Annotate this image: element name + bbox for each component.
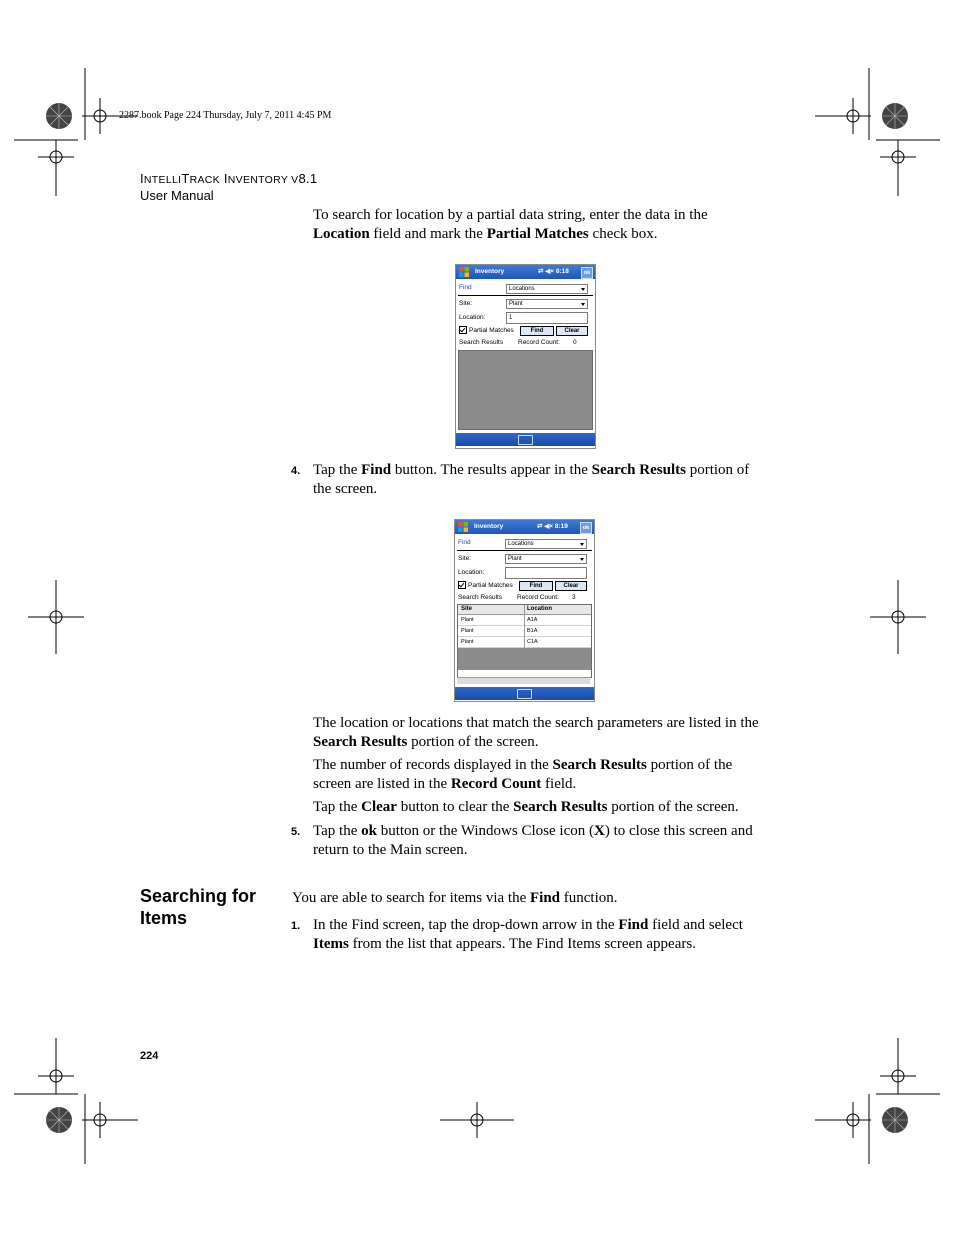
windows-start-icon (458, 522, 468, 532)
text: field and select (648, 917, 743, 933)
page-number: 224 (140, 1050, 159, 1062)
text: portion of the screen. (313, 462, 750, 497)
cell-location: C1A (527, 639, 538, 645)
chevron-down-icon (581, 303, 585, 306)
bold-text: Find (361, 462, 392, 478)
intro-paragraph (313, 206, 763, 244)
keyboard-icon[interactable] (518, 435, 533, 445)
running-header-product (140, 171, 317, 186)
book-slug: 2287.book Page 224 Thursday, July 7, 2011 4:45 PM (119, 110, 332, 121)
site-dropdown[interactable] (506, 299, 588, 309)
status-indicators: ⇄ ◀× 8:19 (537, 523, 568, 530)
site-label: Site: (459, 300, 473, 307)
bold-text: Search Results (513, 799, 608, 815)
soft-key-bar (456, 433, 595, 446)
location-value: 1 (509, 315, 513, 321)
device-screenshot-find-results (454, 519, 595, 702)
find-value: Locations (508, 541, 534, 547)
step-number: 1. (291, 920, 301, 932)
text: from the list that appears. The Find Items screen appears. (348, 936, 696, 952)
site-value: Plant (508, 556, 522, 562)
text: Tap the (313, 823, 362, 839)
horizontal-scrollbar[interactable] (457, 677, 590, 684)
text: ) to close this screen and return to the Main screen. (313, 823, 753, 858)
header-version: 8.1 (298, 171, 318, 186)
text: portion of the screen are listed in the (313, 757, 733, 792)
bold-text: Find (618, 917, 649, 933)
cell-site: Plant (461, 617, 474, 623)
text: button or the Windows Close icon ( (376, 823, 594, 839)
location-input[interactable] (506, 312, 588, 324)
text: function. (560, 890, 618, 906)
grid-empty-area (458, 648, 591, 670)
find-dropdown[interactable] (505, 539, 587, 549)
bold-text: Search Results (313, 734, 408, 750)
text: button. The results appear in the (391, 462, 592, 478)
find-label: Find (459, 284, 472, 291)
text: portion of the screen. (407, 734, 539, 750)
cell-site: Plant (461, 639, 474, 645)
ok-button[interactable]: ok (580, 522, 592, 534)
ok-button[interactable]: ok (581, 267, 593, 279)
record-count-paragraph (313, 756, 763, 794)
search-results-label: Search Results (458, 594, 503, 601)
search-results-label: Search Results (459, 339, 504, 346)
text: field. (541, 776, 577, 792)
record-count-value: 0 (573, 339, 577, 346)
column-header-location[interactable]: Location (527, 606, 552, 612)
chevron-down-icon (580, 558, 584, 561)
find-value: Locations (509, 286, 535, 292)
text: The number of records displayed in the (313, 757, 553, 773)
step-1-text (313, 916, 763, 954)
title-bar (456, 265, 595, 279)
location-input[interactable] (505, 567, 587, 579)
text: check box. (588, 226, 658, 242)
find-dropdown[interactable] (506, 284, 588, 294)
bold-text: Find (530, 890, 561, 906)
search-results-grid[interactable] (457, 604, 592, 678)
divider (457, 550, 592, 551)
record-count-label: Record Count: (517, 594, 559, 601)
keyboard-icon[interactable] (517, 689, 532, 699)
site-dropdown[interactable] (505, 554, 587, 564)
clear-button[interactable]: Clear (555, 581, 587, 591)
search-results-area[interactable] (458, 350, 593, 430)
header-part: NVENTORY (227, 174, 288, 186)
device-screenshot-find-locations (455, 264, 596, 449)
match-paragraph (313, 714, 763, 752)
text: Tap the (313, 799, 362, 815)
chevron-down-icon (581, 288, 585, 291)
header-part: NTELLI (143, 174, 182, 186)
bold-text: Search Results (552, 757, 647, 773)
bold-text: Search Results (591, 462, 686, 478)
cell-location: B1A (527, 628, 538, 634)
record-count-label: Record Count: (518, 339, 560, 346)
step-5-text (313, 822, 763, 860)
column-divider (524, 605, 525, 648)
bold-text: Location (313, 226, 370, 242)
bold-text: Clear (361, 799, 397, 815)
soft-key-bar (455, 687, 594, 700)
partial-matches-checkbox[interactable] (459, 326, 467, 334)
step-4-text (313, 461, 763, 499)
step-number: 4. (291, 465, 301, 477)
status-indicators: ⇄ ◀× 8:18 (538, 268, 569, 275)
header-part: T (181, 171, 190, 186)
title-bar (455, 520, 594, 534)
clear-button[interactable]: Clear (556, 326, 588, 336)
location-label: Location: (458, 569, 485, 576)
find-button[interactable]: Find (519, 581, 553, 591)
column-header-site[interactable]: Site (461, 606, 473, 612)
divider (458, 295, 593, 296)
text: button to clear the (396, 799, 514, 815)
site-value: Plant (509, 301, 523, 307)
find-button[interactable]: Find (520, 326, 554, 336)
text: To search for location by a partial data string, enter the data in the (313, 207, 708, 223)
bold-text: ok (361, 823, 377, 839)
text: You are able to search for items via the (292, 890, 530, 906)
step-number: 5. (291, 826, 301, 838)
record-count-value: 3 (572, 594, 576, 601)
site-label: Site: (458, 555, 472, 562)
header-part: I (219, 171, 228, 186)
bold-text: X (593, 823, 605, 839)
partial-matches-label: Partial Matches (468, 582, 513, 589)
partial-matches-label: Partial Matches (469, 327, 514, 334)
clear-paragraph (313, 798, 763, 817)
app-title: Inventory (475, 268, 505, 275)
section-heading: Searching for Items (140, 886, 257, 928)
text: field and mark the (369, 226, 487, 242)
partial-matches-checkbox[interactable] (458, 581, 466, 589)
section-intro (292, 889, 742, 908)
header-part: I (140, 171, 144, 186)
bold-text: Partial Matches (486, 226, 589, 242)
text: portion of the screen. (607, 799, 739, 815)
bold-text: Record Count (450, 776, 542, 792)
find-label: Find (458, 539, 471, 546)
text: Tap the (313, 462, 362, 478)
app-title: Inventory (474, 523, 504, 530)
text: In the Find screen, tap the drop-down arrow in the (313, 917, 619, 933)
cell-location: A1A (527, 617, 538, 623)
location-label: Location: (459, 314, 486, 321)
bold-text: Items (313, 936, 349, 952)
header-part: RACK (189, 174, 220, 186)
header-part: V (287, 174, 299, 186)
cell-site: Plant (461, 628, 474, 634)
running-header-subtitle: User Manual (140, 188, 214, 203)
text: The location or locations that match the search parameters are listed in the (313, 715, 759, 731)
windows-start-icon (459, 267, 469, 277)
chevron-down-icon (580, 543, 584, 546)
